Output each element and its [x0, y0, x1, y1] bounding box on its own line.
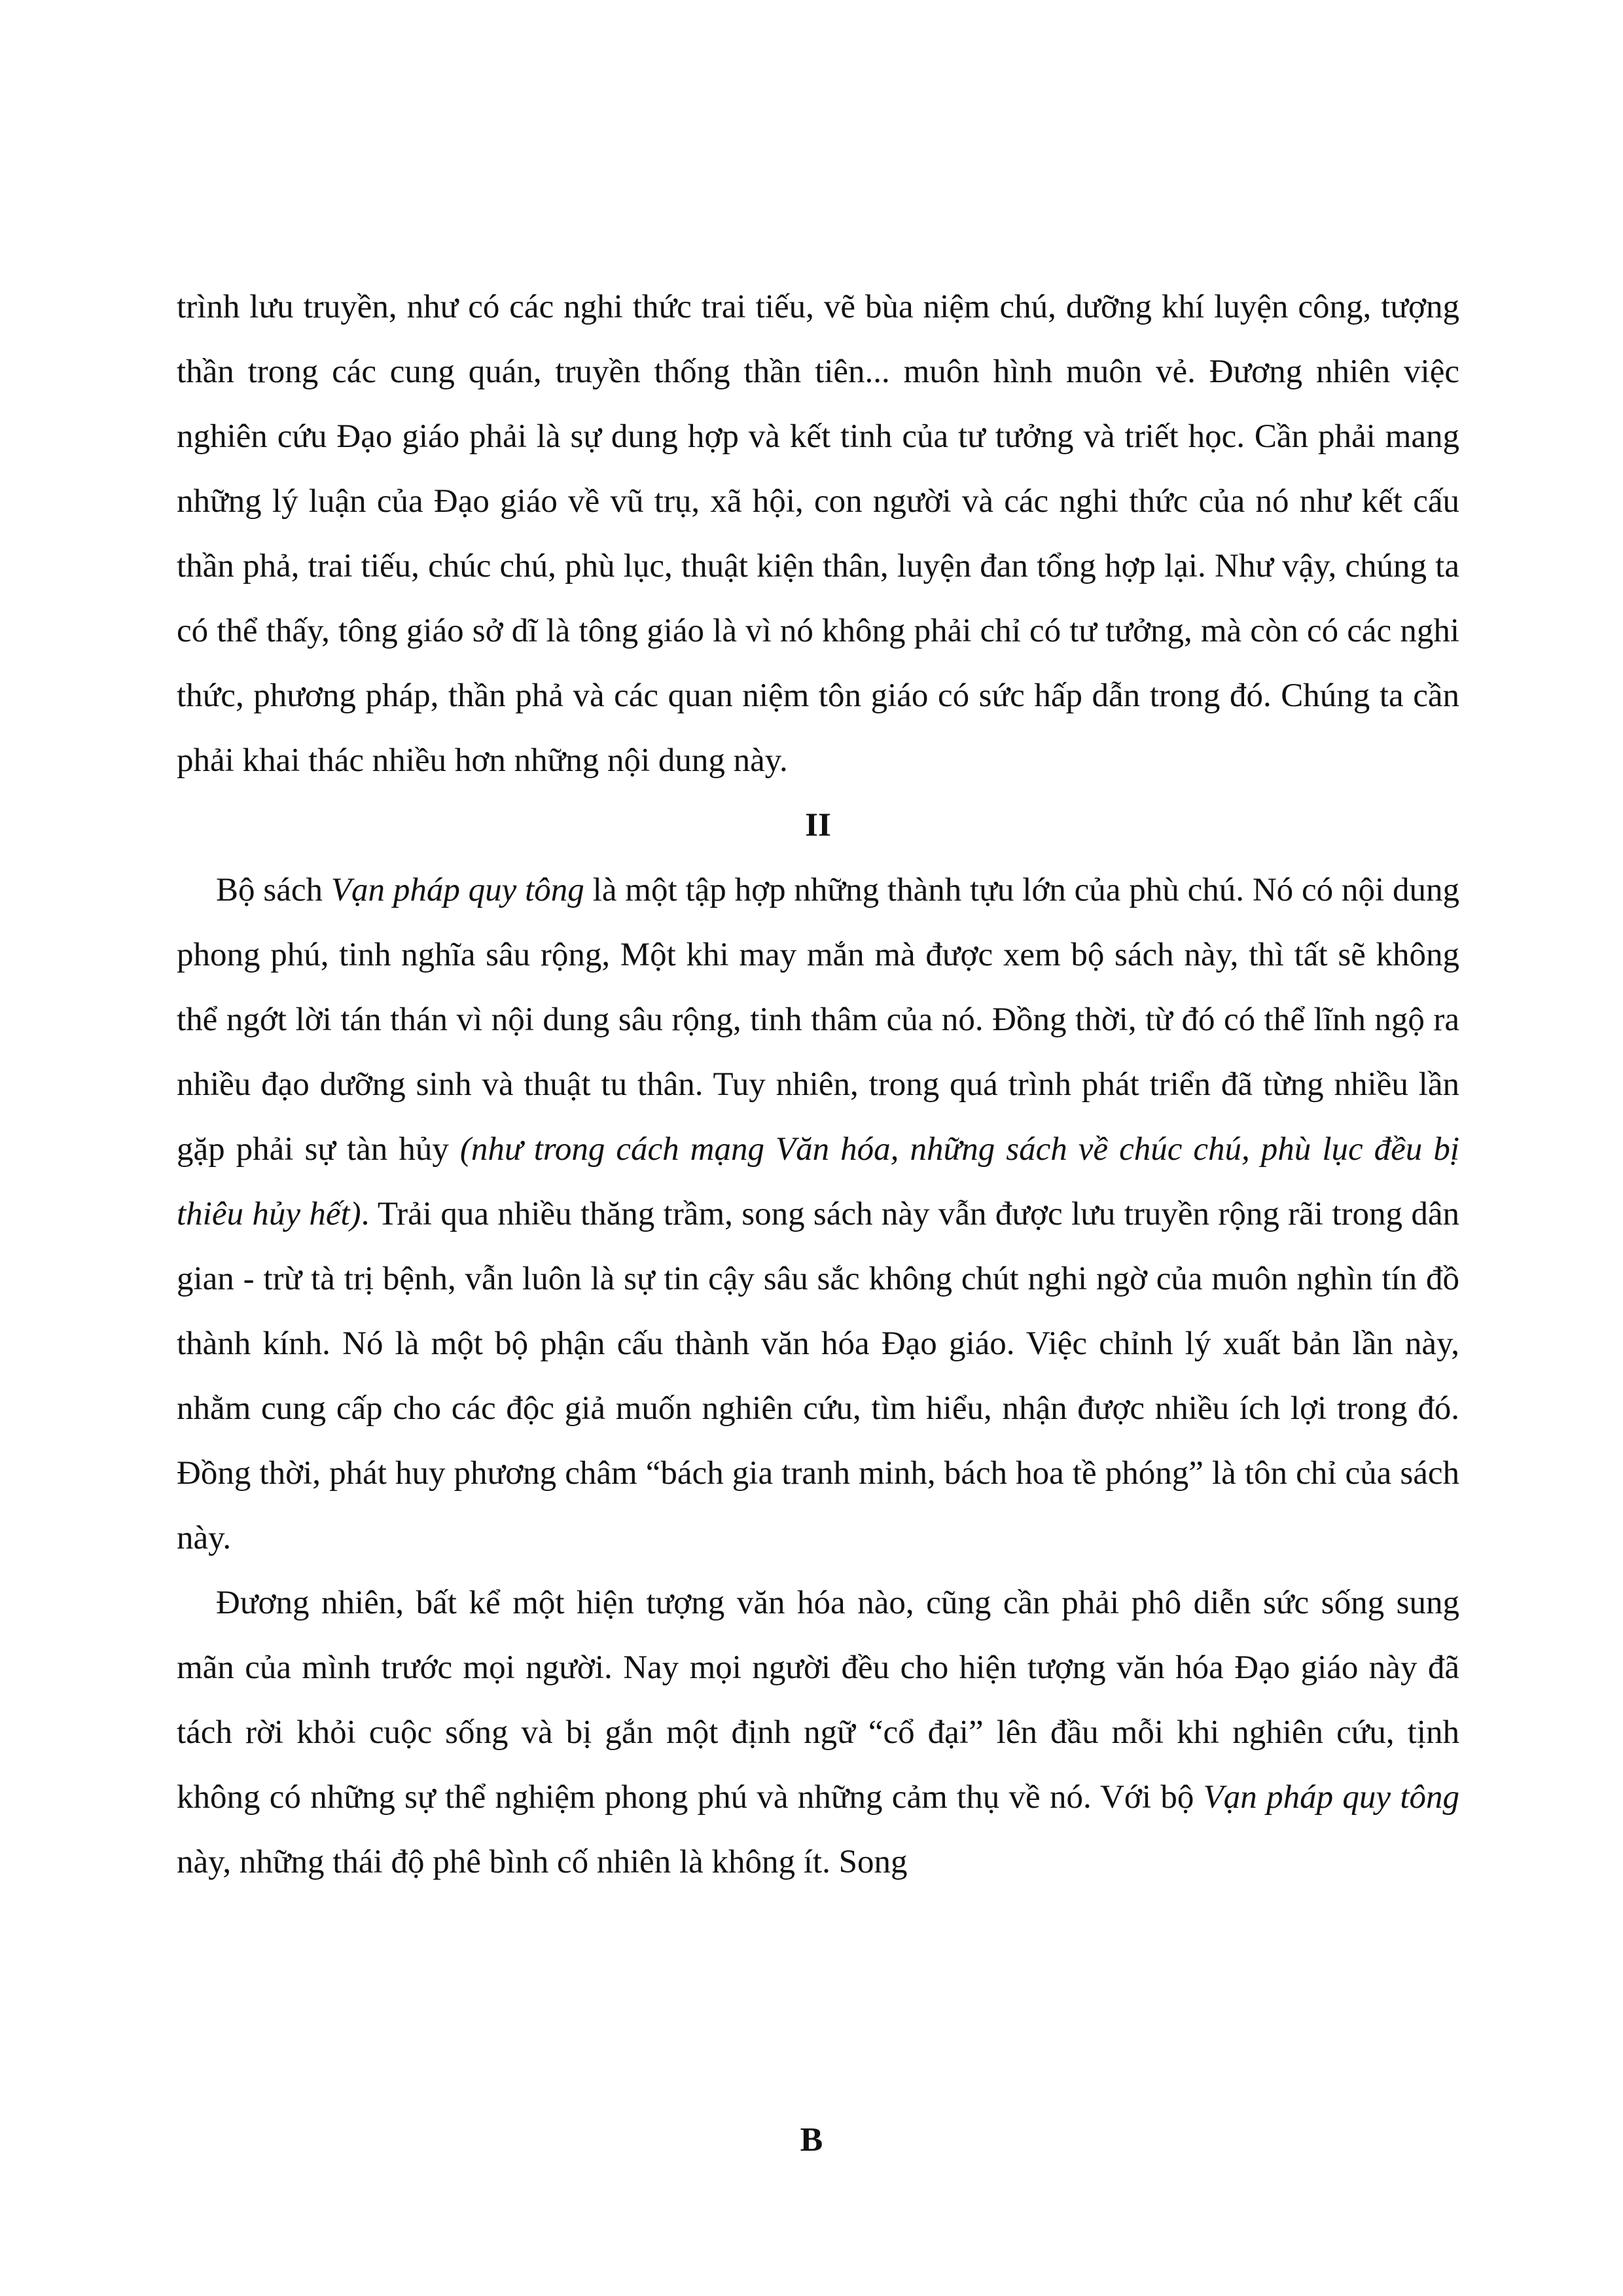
- page-number: B: [800, 2121, 823, 2159]
- paragraph-book-intro: [177, 858, 1459, 1571]
- paragraph-text: Đương nhiên, bất kể một hiện tượng văn hóa nào, cũng cần phải phô diễn sức sống sung mãn của mình trước mọi người. Nay mọi người đều cho hiện tượng văn hóa Đạo giáo này đã tách rời khỏi cuộc sống và bị gắn một định ngữ “cổ đại” lên đầu mỗi khi nghiên cứu, tịnh không có những sự thể nghiệm phong phú và những cảm thụ về nó. Với bộ: [177, 1585, 1459, 1816]
- body-text: [177, 275, 1459, 1895]
- paragraph-text: Bộ sách: [216, 872, 331, 908]
- section-heading: II: [805, 807, 831, 844]
- paragraph-continuation: trình lưu truyền, như có các nghi thức trai tiếu, vẽ bùa niệm chú, dưỡng khí luyện công, tượng thần trong các cung quán, truyền thống thần tiên... muôn hình muôn vẻ. Đương nhiên việc nghiên cứu Đạo giáo phải là sự dung hợp và kết tinh của tư tưởng và triết học. Cần phải mang những lý luận của Đạo giáo về vũ trụ, xã hội, con người và các nghi thức của nó như kết cấu thần phả, trai tiếu, chúc chú, phù lục, thuật kiện thân, luyện đan tổng hợp lại. Như vậy, chúng ta có thể thấy, tông giáo sở dĩ là tông giáo là vì nó không phải chỉ có tư tưởng, mà còn có các nghi thức, phương pháp, thần phả và các quan niệm tôn giáo có sức hấp dẫn trong đó. Chúng ta cần phải khai thác nhiều hơn những nội dung này.: [177, 289, 1459, 779]
- paragraph-text: này, những thái độ phê bình cố nhiên là không ít. Song: [177, 1844, 908, 1880]
- paragraph-text: . Trải qua nhiều thăng trầm, song sách này vẫn được lưu truyền rộng rãi trong dân gian - trừ tà trị bệnh, vẫn luôn là sự tin cậy sâu sắc không chút nghi ngờ của muôn nghìn tín đồ thành kính. Nó là một bộ phận cấu thành văn hóa Đạo giáo. Việc chỉnh lý xuất bản lần này, nhằm cung cấp cho các độc giả muốn nghiên cứu, tìm hiểu, nhận được nhiều ích lợi trong đó. Đồng thời, phát huy phương châm “bách gia tranh minh, bách hoa tề phóng” là tôn chỉ của sách này.: [177, 1196, 1459, 1556]
- paragraph-text: là một tập hợp những thành tựu lớn của phù chú. Nó có nội dung phong phú, tinh nghĩa sâu rộng, Một khi may mắn mà được xem bộ sách này, thì tất sẽ không thể ngớt lời tán thán vì nội dung sâu rộng, tinh thâm của nó. Đồng thời, từ đó có thể lĩnh ngộ ra nhiều đạo dưỡng sinh và thuật tu thân. Tuy nhiên, trong quá trình phát triển đã từng nhiều lần gặp phải sự tàn hủy: [177, 872, 1459, 1168]
- book-title: Vạn pháp quy tông: [330, 872, 584, 908]
- book-title: Vạn pháp quy tông: [1203, 1779, 1459, 1816]
- paragraph-cultural-phenomenon: [177, 1571, 1459, 1895]
- italic-aside: (như trong cách mạng Văn hóa, những sách về chúc chú, phù lục đều bị thiêu hủy hết): [177, 1131, 1459, 1232]
